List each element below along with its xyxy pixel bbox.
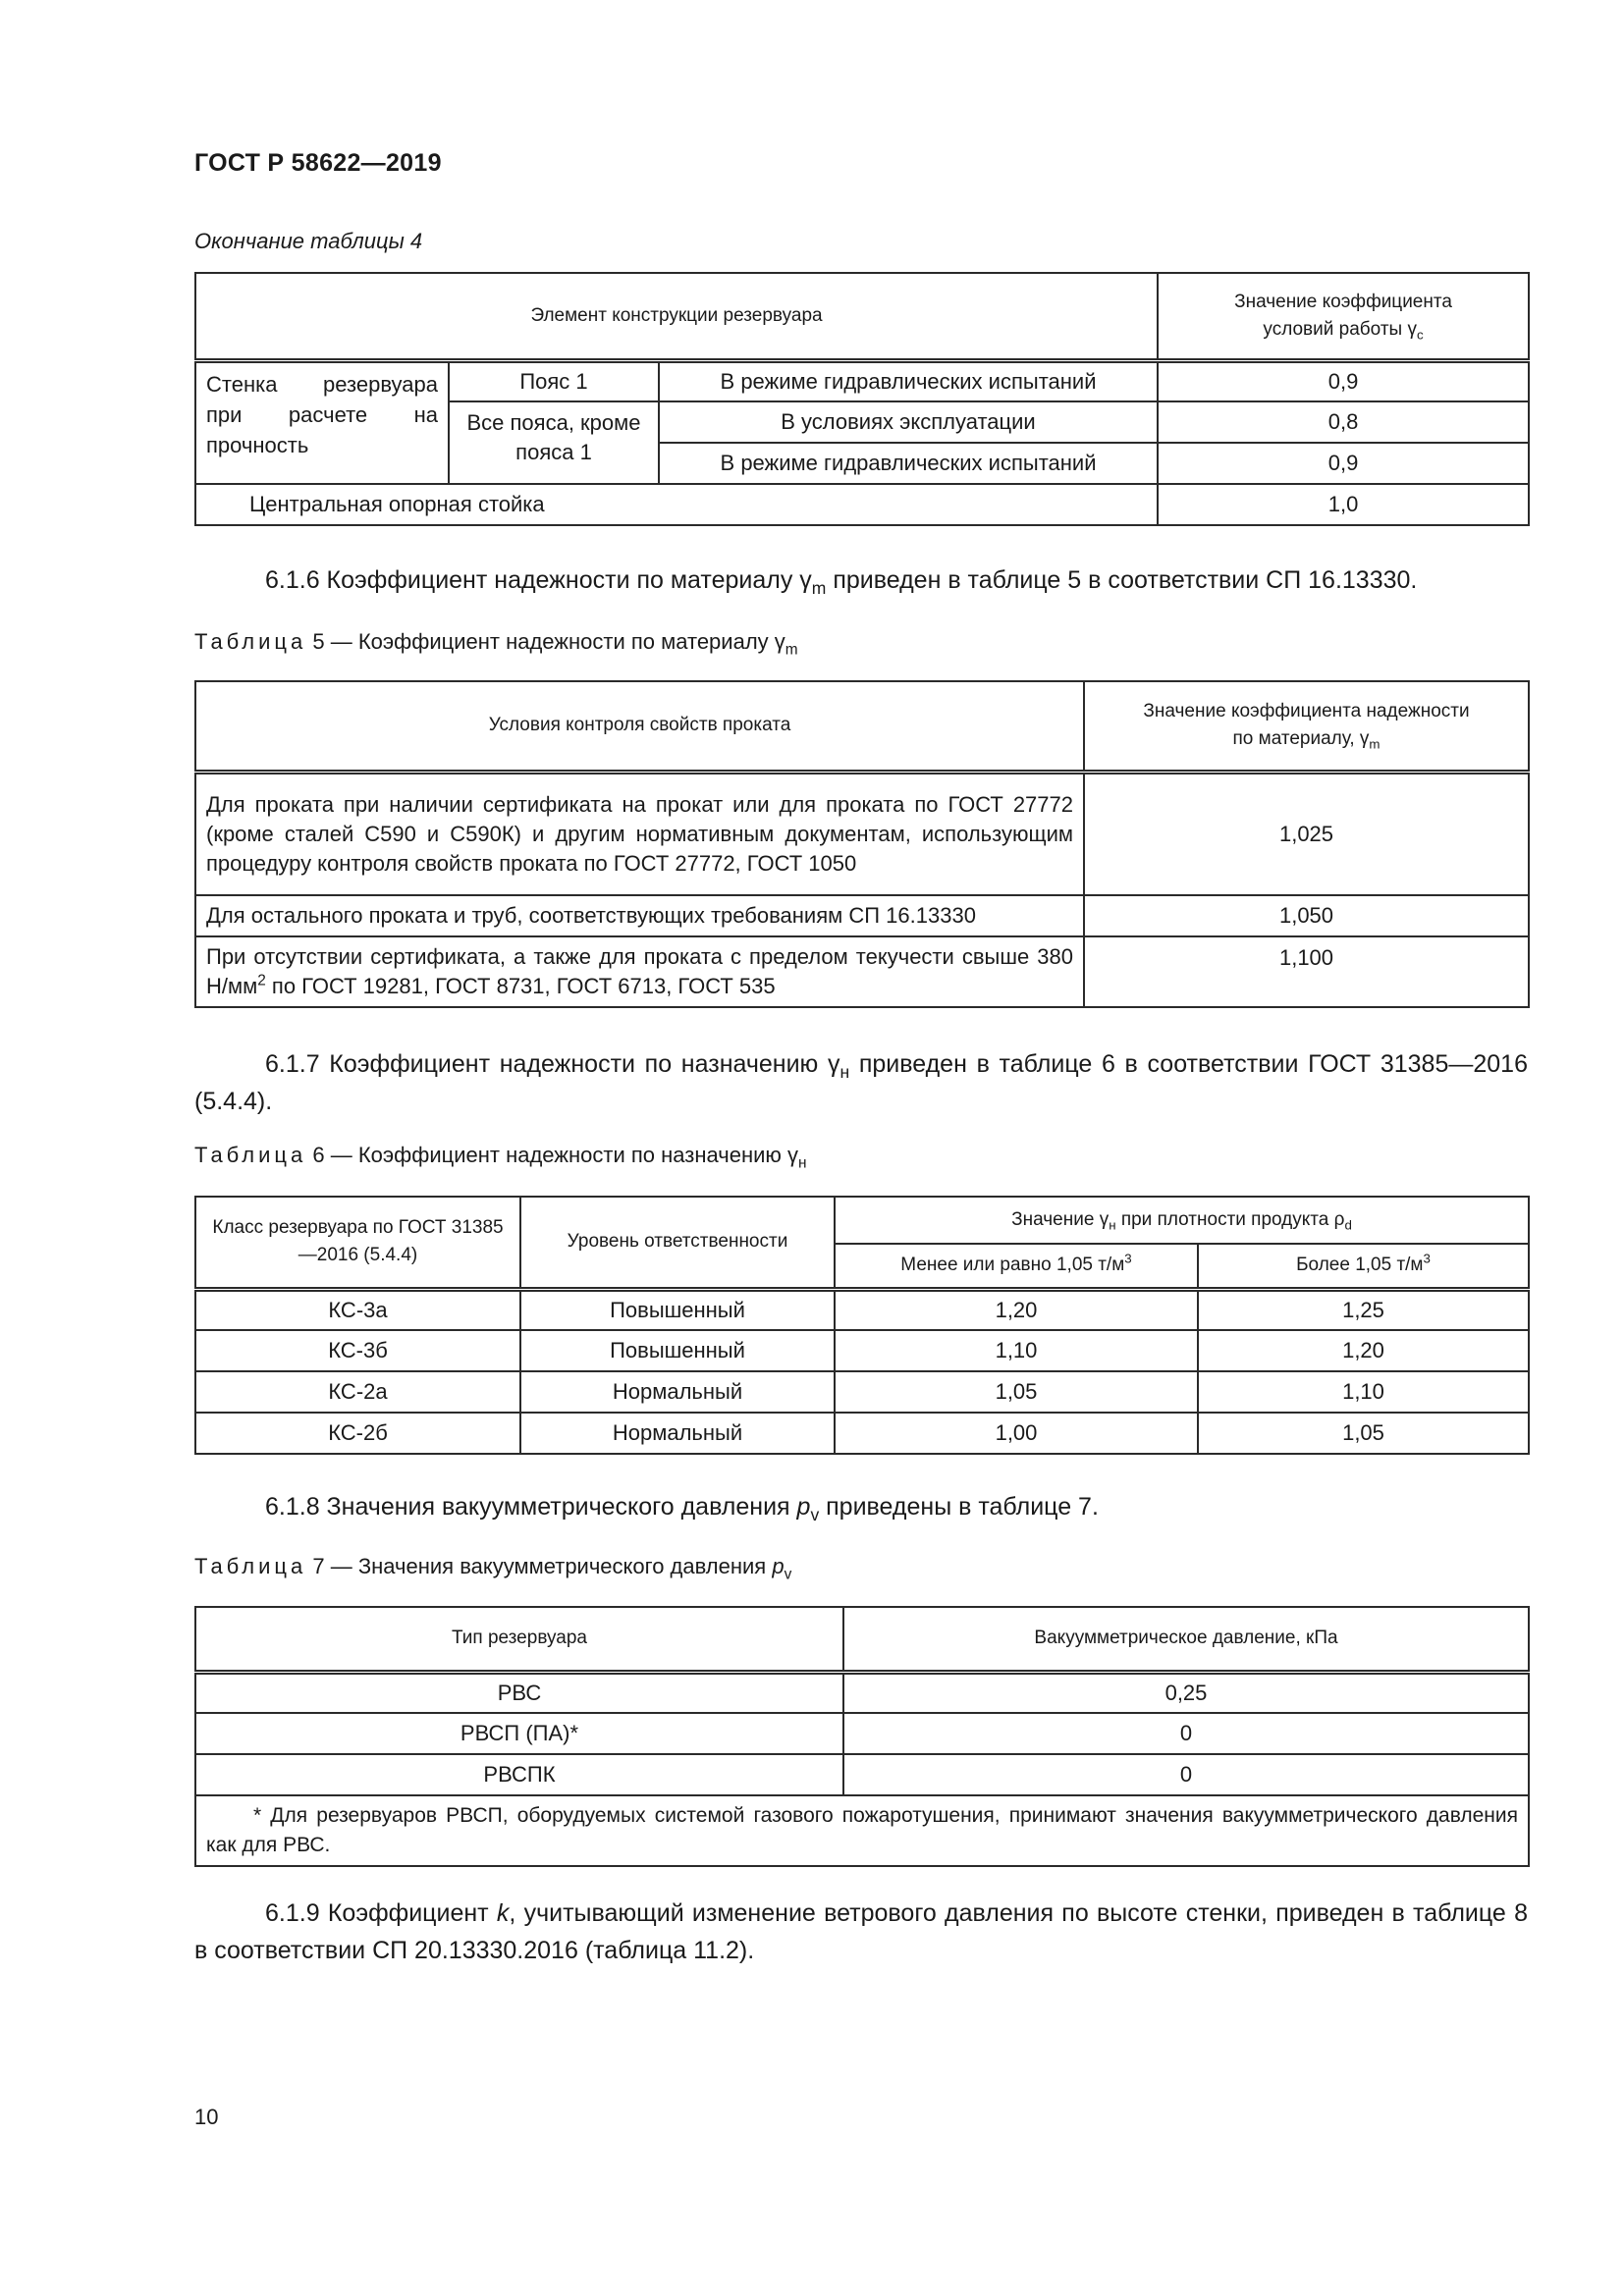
- le-value-cell: 1,00: [835, 1413, 1198, 1454]
- table-row: [195, 484, 1529, 525]
- le-value-cell: 1,05: [835, 1371, 1198, 1413]
- gt-value-cell: 1,20: [1198, 1330, 1529, 1371]
- value-cell: 1,0: [1158, 484, 1529, 525]
- value-cell: 0,9: [1158, 360, 1529, 401]
- class-cell: КС-2а: [195, 1371, 520, 1413]
- type-cell: РВСП (ПА)*: [195, 1713, 843, 1754]
- column-header-value: Значение $\gamma_н$ при плотности продукта $\rho_d$: [835, 1197, 1529, 1244]
- paragraph-6-1-7: 6.1.7 Коэффициент надежности по назначению $\gamma_н$ приведен в таблице 6 в соответствии ГОСТ 31385—2016 (5.4.4).: [194, 1050, 1528, 1115]
- column-header-value: Значение коэффициента надежности по материалу, $\gamma_m$: [1084, 681, 1529, 772]
- column-header-value: Значение коэффициента условий работы $\gamma_c$: [1158, 273, 1529, 360]
- pressure-cell: 0: [843, 1754, 1529, 1795]
- value-cell: 1,050: [1084, 895, 1529, 936]
- level-cell: Повышенный: [520, 1289, 835, 1330]
- mode-cell: В условиях эксплуатации: [659, 401, 1158, 443]
- value-cell: 0,9: [1158, 443, 1529, 484]
- column-header-type: Тип резервуара: [195, 1607, 843, 1672]
- level-cell: Нормальный: [520, 1413, 835, 1454]
- class-cell: КС-3б: [195, 1330, 520, 1371]
- mode-cell: В режиме гидравлических испытаний: [659, 360, 1158, 401]
- column-header-class: Класс резервуара по ГОСТ 31385—2016 (5.4.4): [195, 1197, 520, 1289]
- level-cell: Нормальный: [520, 1371, 835, 1413]
- table-continuation-label: Окончание таблицы 4: [194, 229, 423, 253]
- document-code: ГОСТ Р 58622—2019: [194, 149, 442, 177]
- table-7: [194, 1606, 1530, 1867]
- table-row: [195, 1413, 1529, 1454]
- column-header-element: Элемент конструкции резервуара: [195, 273, 1158, 360]
- column-header-gt: Более 1,05 $т/м^3$: [1198, 1244, 1529, 1289]
- column-header-conditions: Условия контроля свойств проката: [195, 681, 1084, 772]
- central-post-cell: Центральная опорная стойка: [195, 484, 1158, 525]
- table-row: [195, 1754, 1529, 1795]
- condition-cell: Для остального проката и труб, соответствующих требованиям СП 16.13330: [195, 895, 1084, 936]
- table-row: [195, 1371, 1529, 1413]
- all-belts-cell: Все пояса, кроме пояса 1: [449, 401, 659, 484]
- table-5: [194, 680, 1530, 1008]
- table-6: [194, 1196, 1530, 1455]
- table-row: [195, 1289, 1529, 1330]
- paragraph-6-1-6: 6.1.6 Коэффициент надежности по материалу $\gamma_m$ приведен в таблице 5 в соответствии СП 16.13330.: [265, 566, 1418, 599]
- table-row: [195, 772, 1529, 895]
- table-4: [194, 272, 1530, 526]
- value-cell: 0,8: [1158, 401, 1529, 443]
- table-6-caption: Таблица 6 — Коэффициент надежности по назначению $\gamma_н$: [194, 1143, 807, 1172]
- column-header-level: Уровень ответственности: [520, 1197, 835, 1289]
- class-cell: КС-2б: [195, 1413, 520, 1454]
- page-number: 10: [194, 2105, 219, 2129]
- table-row: [195, 895, 1529, 936]
- type-cell: РВСПК: [195, 1754, 843, 1795]
- type-cell: РВС: [195, 1672, 843, 1713]
- table-5-caption: Таблица 5 — Коэффициент надежности по материалу $\gamma_m$: [194, 629, 798, 659]
- paragraph-6-1-9: 6.1.9 Коэффициент k, учитывающий изменение ветрового давления по высоте стенки, приведен в таблице 8 в соответствии СП 20.13330.2016 (таблица 11.2).: [194, 1899, 1528, 1964]
- column-header-pressure: Вакуумметрическое давление, кПа: [843, 1607, 1529, 1672]
- table-row: [195, 1672, 1529, 1713]
- gt-value-cell: 1,05: [1198, 1413, 1529, 1454]
- table-header-row: [195, 1197, 1529, 1244]
- table-row: [195, 1713, 1529, 1754]
- wall-label-cell: Стенка резервуара при расчете на прочность: [195, 360, 449, 484]
- condition-cell: Для проката при наличии сертификата на прокат или для проката по ГОСТ 27772 (кроме сталей С590 и С590К) и другим нормативным документам, использующим процедуру контроля свойств проката по ГОСТ 27772, ГОСТ 1050: [195, 772, 1084, 895]
- table-row: [195, 360, 1529, 401]
- table-7-caption: Таблица 7 — Значения вакуумметрического давления $p_v$: [194, 1554, 792, 1583]
- pressure-cell: 0: [843, 1713, 1529, 1754]
- gt-value-cell: 1,10: [1198, 1371, 1529, 1413]
- table-header-row: [195, 273, 1529, 360]
- belt-1-cell: Пояс 1: [449, 360, 659, 401]
- class-cell: КС-3а: [195, 1289, 520, 1330]
- paragraph-6-1-8: 6.1.8 Значения вакуумметрического давления $p_v$ приведены в таблице 7.: [265, 1493, 1099, 1525]
- table-footnote: * Для резервуаров РВСП, оборудуемых системой газового пожаротушения, принимают значения вакуумметрического давления как для РВС.: [195, 1795, 1529, 1866]
- level-cell: Повышенный: [520, 1330, 835, 1371]
- mode-cell: В режиме гидравлических испытаний: [659, 443, 1158, 484]
- value-cell: 1,025: [1084, 772, 1529, 895]
- condition-cell: При отсутствии сертификата, а также для проката с пределом текучести свыше 380 $Н/мм^2$ по ГОСТ 19281, ГОСТ 8731, ГОСТ 6713, ГОСТ 535: [195, 936, 1084, 1007]
- pressure-cell: 0,25: [843, 1672, 1529, 1713]
- gt-value-cell: 1,25: [1198, 1289, 1529, 1330]
- table-row: [195, 1330, 1529, 1371]
- le-value-cell: 1,20: [835, 1289, 1198, 1330]
- le-value-cell: 1,10: [835, 1330, 1198, 1371]
- table-row: [195, 936, 1529, 1007]
- footnote-row: [195, 1795, 1529, 1866]
- column-header-le: Менее или равно 1,05 $т/м^3$: [835, 1244, 1198, 1289]
- value-cell: 1,100: [1084, 936, 1529, 1007]
- table-header-row: [195, 1607, 1529, 1672]
- table-header-row: [195, 681, 1529, 772]
